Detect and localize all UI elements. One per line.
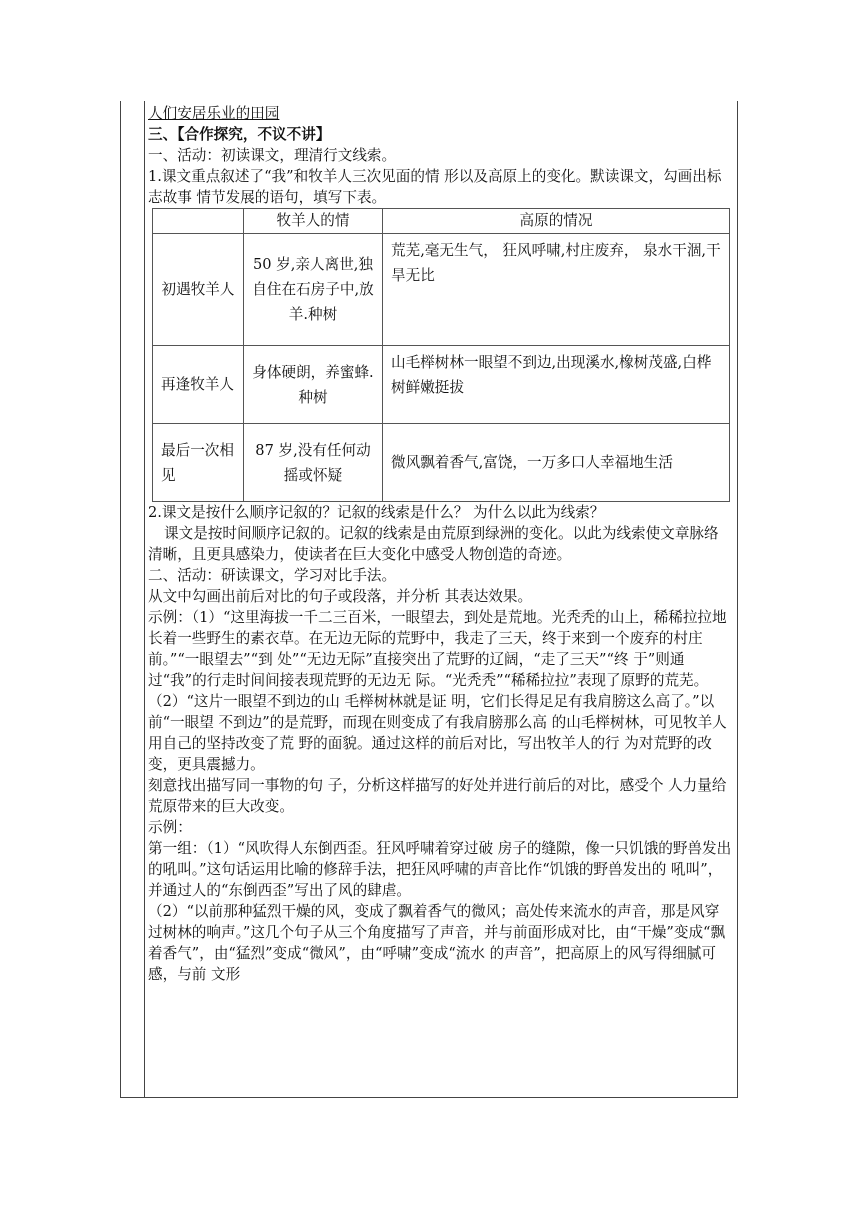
table-header-stage: [153, 209, 244, 234]
example-two: （2）“这片一眼望不到边的山 毛榉树林就是证 明，它们长得足足有我肩膀这么高了。”以前“一眼望 不到边”的是荒野，而现在则变成了有我肩膀那么高 的山毛榉树林，可见牧羊人用自己的坚持改变了荒 野的面貌。通过这样的前后对比，写出牧羊人的行 为对荒野的改变，更具震撼力。: [148, 693, 727, 773]
border-left-outer: [120, 101, 121, 1098]
border-bottom: [120, 1097, 738, 1098]
table-cell-plateau: 山毛榉树林一眼望不到边,出现溪水,橡树茂盛,白桦树鲜嫩挺拔: [383, 346, 730, 424]
table-cell-stage: 再逢牧羊人: [153, 346, 244, 424]
task-instruction: 从文中勾画出前后对比的句子或段落，并分析 其表达效果。: [148, 588, 533, 605]
table-row: [153, 346, 730, 424]
group-one-example-two: （2）“以前那种猛烈干燥的风，变成了飘着香气的微风；高处传来流水的声音，那是风穿过树林的响声。”这几个句子从三个角度描写了声音，并与前面形成对比，由“干燥”变成“飘着香气”，由“猛烈”变成“微风”，由“呼啸”变成“流水 的声音”，把高原上的风写得细腻可感，与前 文形: [148, 903, 726, 983]
table-row: [153, 424, 730, 502]
table-cell-shepherd: 87 岁,没有任何动摇或怀疑: [244, 424, 383, 502]
question-two: 2.课文是按什么顺序记叙的？记叙的线索是什么？ 为什么以此为线索？: [148, 504, 605, 521]
table-cell-shepherd: 身体硬朗，养蜜蜂.种树: [244, 346, 383, 424]
border-right: [737, 101, 738, 1098]
table-header-shepherd: 牧羊人的情: [244, 209, 383, 234]
table-cell-shepherd: 50 岁,亲人离世,独自住在石房子中,放羊.种树: [244, 234, 383, 346]
border-left-inner: [144, 101, 145, 1098]
table-cell-stage: 初遇牧羊人: [153, 234, 244, 346]
section-title: 人们安居乐业的田园: [148, 105, 280, 122]
table-row: [153, 234, 730, 346]
document-body: [148, 103, 732, 985]
plot-table: [152, 208, 730, 502]
table-cell-plateau: 微风飘着香气,富饶，一万多口人幸福地生活: [383, 424, 730, 502]
heading-cooperative-inquiry: 三、【合作探究，不议不讲】: [148, 126, 331, 143]
question-one: 1.课文重点叙述了“我”和牧羊人三次见面的情 形以及高原上的变化。默读课文，勾画出标志故事 情节发展的语句，填写下表。: [148, 168, 722, 206]
table-header-plateau: 高原的情况: [383, 209, 730, 234]
example-one: 示例：（1）“这里海拔一千二三百米，一眼望去，到处是荒地。光秃秃的山上，稀稀拉拉地长着一些野生的素衣草。在无边无际的荒野中，我走了三天，终于来到一个废弃的村庄前。”“一眼望去”“到 处”“无边无际”直接突出了荒野的辽阔，“走了三天”“终 于”则通过“我”的行走时间间接表现荒野的无边无 际。“光秃秃”“稀稀拉拉”表现了原野的荒芜。: [148, 609, 727, 689]
activity-one-heading: 一、活动：初读课文，理清行文线索。: [148, 147, 397, 164]
example-label: 示例：: [148, 819, 192, 836]
task-instruction-two: 刻意找出描写同一事物的句 子，分析这样描写的好处并进行前后的对比，感受个 人力量给荒原带来的巨大改变。: [148, 777, 727, 815]
answer-two: 课文是按时间顺序记叙的。记叙的线索是由荒原到绿洲的变化。以此为线索使文章脉络清晰，且更具感染力，使读者在巨大变化中感受人物创造的奇迹。: [148, 525, 719, 563]
table-header-row: [153, 209, 730, 234]
table-cell-plateau: 荒芜,毫无生气， 狂风呼啸,村庄废弃， 泉水干涸,干旱无比: [383, 234, 730, 346]
group-one-example: 第一组：（1）“风吹得人东倒西歪。狂风呼啸着穿过破 房子的缝隙，像一只饥饿的野兽发出的吼叫。”这句话运用比喻的修辞手法，把狂风呼啸的声音比作“饥饿的野兽发出的 吼叫”，并通过人的“东倒西歪”写出了风的肆虐。: [148, 840, 732, 899]
activity-two-heading: 二、活动：研读课文，学习对比手法。: [148, 567, 397, 584]
table-cell-stage: 最后一次相见: [153, 424, 244, 502]
